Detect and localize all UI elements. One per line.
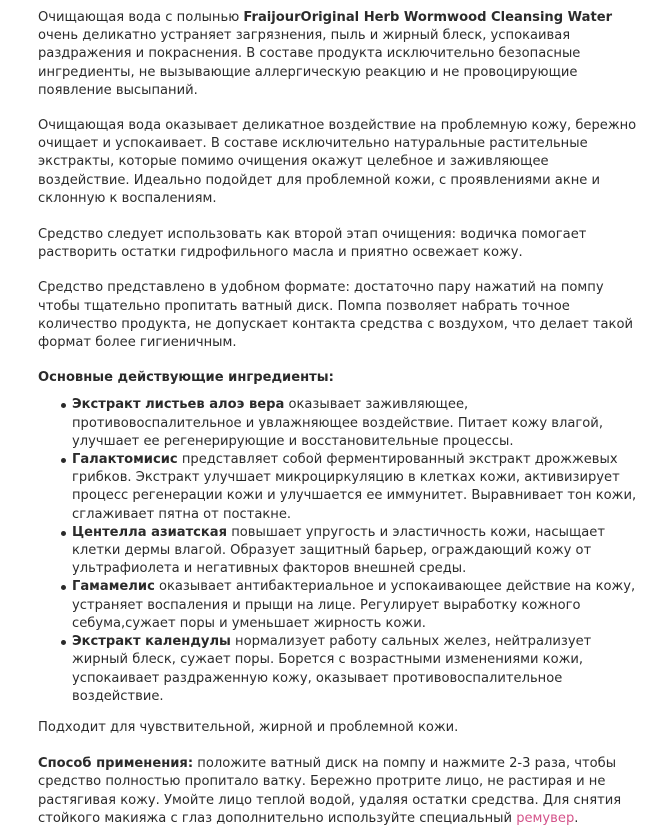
ingredient-name: Гамамелис [72,579,155,595]
ingredient-name: Центелла азиатская [72,524,228,540]
usage-stage-paragraph: Средство следует использовать как второй этап очищения: водичка помогает растворить остатки гидрофильного масла и приятно освежает кожу. [38,227,587,261]
list-item [72,396,641,451]
list-item [72,633,641,706]
remover-link[interactable]: ремувер [516,810,575,826]
ingredient-text-continued: грибков. Экстракт улучшает микроциркуляцию в клетках кожи, активизирует процесс регенерации кожи и улучшается ее иммунитет. Выравнивает тон кожи, сглаживает пятна от постакне. [72,470,637,522]
ingredient-text: нормализует работу сальных желез, нейтрализует жирный блеск, сужает поры. Борется с возрастными изменениями кожи, успокаивает раздраженную кожу, оказывает противовоспалительное воздействие. [72,634,592,704]
ingredients-heading: Основные действующие ингредиенты: [38,370,334,386]
ingredient-name: Экстракт листьев алоэ вера [72,397,285,413]
ingredient-text: оказывает заживляющее, противовоспалительное и увлажняющее воздействие. Питает кожу влагой, улучшает ее регенерирующие и восстановительные процессы. [72,397,603,449]
ingredient-text: представляет собой ферментированный экстракт дрожжевых [177,452,618,468]
ingredient-name: Галактомисис [72,452,178,468]
ingredients-list [38,396,641,705]
usage-label: Способ применения: [38,756,194,772]
format-line-rest: чтобы тщательно пропитать ватный диск. Помпа позволяет набрать точное количество продукта, не допускает контакта средства с воздухом, что делает такой формат более гигиеничным. [38,298,633,351]
intro-text-end: очень деликатно устраняет загрязнения, пыль и жирный блеск, успокаивая раздражения и покраснения. В составе продукта исключительно безопасные ингредиенты, не вызывающие аллергическую реакцию и не провоцирующие появление высыпаний. [38,28,581,98]
product-name: FraijourOriginal Herb Wormwood Cleansing Water [243,10,613,25]
care-paragraph: Очищающая вода оказывает деликатное воздействие на проблемную кожу, бережно очищает и успокаивает. В составе исключительно натуральные растительные экстракты, которые помимо очищения окажут целебное и заживляющее воздействие. Идеально подойдет для проблемной кожи, с проявлениями акне и склонную к воспалениям. [38,118,637,206]
ingredient-text: оказывает антибактериальное и успокаивающее действие на кожу, устраняет воспаления и прыщи на лице. Регулирует выработку кожного себума,сужает поры и уменьшает жирность кожи. [72,579,636,631]
format-paragraph [38,279,641,352]
ingredient-name: Экстракт календулы [72,634,231,650]
usage-end: . [574,810,579,826]
ingredient-text: повышает упругость и эластичность кожи, насыщает клетки дермы влагой. Образует защитный барьер, ограждающий кожу от ультрафиолета и негативных факторов внешней среды. [72,524,605,577]
skin-type-paragraph: Подходит для чувствительной, жирной и проблемной кожи. [38,719,459,735]
usage-text: положите ватный диск на помпу и нажмите 2-3 раза, чтобы средство полностью пропитало ватку. Бережно протрите лицо, не растирая и не растягивая кожу. Умойте лицо теплой водой, удаляя остатки средства. Для снятия стойкого макияжа с глаз дополнительно используйте специальный [38,756,622,826]
list-item [72,451,641,524]
list-item [72,578,641,633]
format-line-1: Средство представлено в удобном формате: достаточно пару нажатий на помпу [38,280,604,296]
intro-paragraph [38,9,641,100]
intro-text-start: Очищающая вода с полынью [38,10,244,25]
usage-paragraph [38,755,641,828]
list-item [72,524,641,579]
